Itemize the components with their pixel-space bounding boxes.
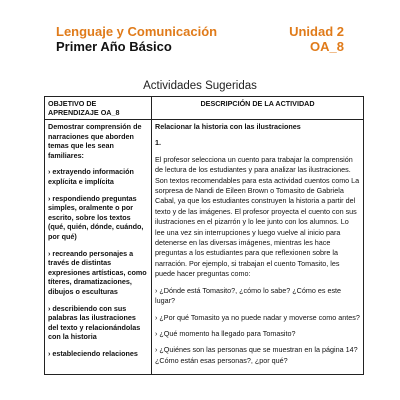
objective-item: › extrayendo información explícita e implícita — [48, 167, 134, 186]
question-item: › ¿Por qué Tomasito ya no puede nadar y moverse como antes? — [155, 312, 360, 322]
objective-item: › describiendo con sus palabras las ilustraciones del texto y relacionándolas con la historia — [48, 303, 141, 342]
activity-body: El profesor selecciona un cuento para trabajar la comprensión de lectura de los estudiantes y para analizar las ilustraciones. Son textos recomendables para esta actividad cuentos como La sorpresa de Nandi de Eileen Brown o Tomasito de Gabriela Cabal, ya que los estudiantes construyen la historia a partir del texto y de las imágenes. El profesor proyecta el cuento con sus ilustraciones en el pizarrón y lo lee junto con los alumnos. Lo lee una vez sin interrupciones y luego vuelve al inicio para detenerse en las diversas imágenes, mientras les hace preguntas a los estudiantes para que reflexionen sobre la narración. Por ejemplo, si trabajan el cuento Tomasito, les puede hacer preguntas como: — [155, 154, 360, 279]
section-title: Actividades Sugeridas — [143, 80, 257, 92]
question-item: › ¿Dónde está Tomasito?, ¿cómo lo sabe? ¿Cómo es este lugar? — [155, 285, 342, 306]
description-column-header: DESCRIPCIÓN DE LA ACTIVIDAD — [152, 97, 364, 120]
objective-cell — [45, 120, 152, 375]
question-item: › ¿Qué momento ha llegado para Tomasito? — [155, 328, 296, 338]
description-cell — [152, 120, 364, 375]
question-item: › ¿Quiénes son las personas que se muestran en la página 14? ¿Cómo están esas personas?, ¿por qué? — [155, 345, 358, 365]
table-row — [45, 120, 364, 375]
grade-label: Primer Año Básico — [56, 39, 172, 54]
objective-intro: Demostrar comprensión de narraciones que aborden temas que les sean familiares: — [48, 122, 142, 160]
objective-code: OA_8 — [310, 39, 344, 54]
activities-table — [44, 96, 364, 375]
activity-number: 1. — [155, 138, 161, 148]
unit-label: Unidad 2 — [289, 24, 344, 39]
document-header — [56, 24, 344, 54]
objective-item: › recreando personajes a través de distintas expresiones artísticas, como títeres, dramatizaciones, dibujos o esculturas — [48, 248, 147, 296]
objective-item: › respondiendo preguntas simples, oralmente o por escrito, sobre los textos (qué, quién, dónde, cuándo, por qué) — [48, 193, 144, 241]
table-header-row — [45, 97, 364, 120]
objective-column-header: OBJETIVO DE APRENDIZAJE OA_8 — [45, 97, 152, 120]
activity-title: Relacionar la historia con las ilustraciones — [155, 122, 301, 131]
objective-item: › estableciendo relaciones — [48, 348, 138, 358]
subject-title: Lenguaje y Comunicación — [56, 24, 218, 39]
